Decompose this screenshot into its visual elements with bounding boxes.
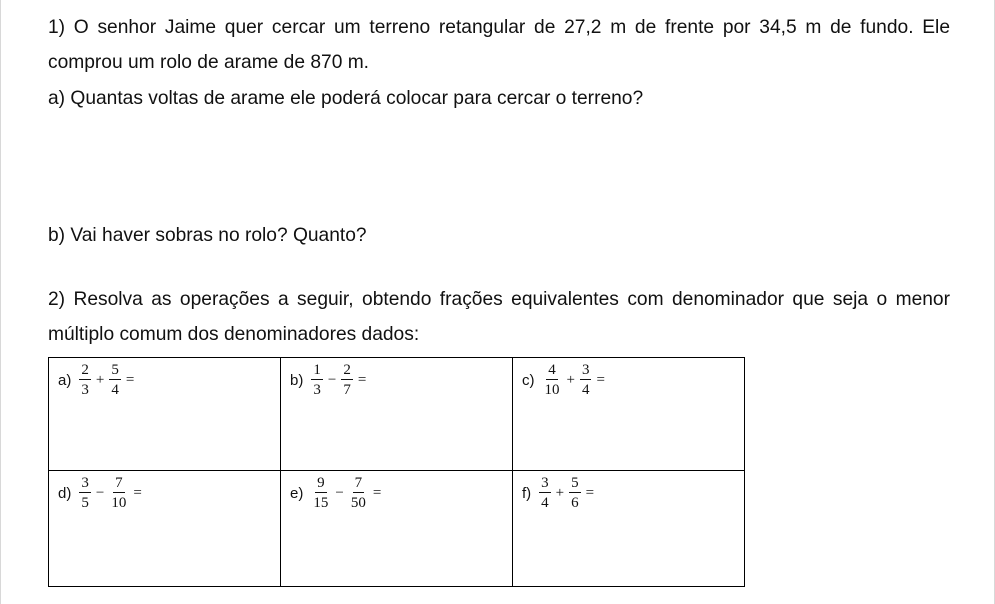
exercise-cell-a[interactable]	[48, 357, 281, 471]
numerator: 3	[541, 475, 549, 491]
exercise-cell-d[interactable]	[48, 470, 281, 587]
question-1-part-a: a) Quantas voltas de arame ele poderá colocar para cercar o terreno?	[48, 88, 644, 109]
numerator: 3	[581, 362, 590, 378]
question-1-line-1: 1) O senhor Jaime quer cercar um terreno retangular de 27,2 m de frente por 34,5 m de fundo. Ele	[48, 17, 950, 38]
equals-sign: =	[357, 371, 367, 388]
question-1-part-b: b) Vai haver sobras no rolo? Quanto?	[48, 225, 367, 246]
question-2-line-1: 2) Resolva as operações a seguir, obtendo frações equivalentes com denominador que seja o menor	[48, 289, 950, 310]
operator: −	[335, 484, 344, 501]
fraction	[543, 362, 562, 398]
fraction	[79, 362, 91, 398]
exercise-label: b)	[290, 371, 304, 389]
numerator: 9	[317, 475, 325, 491]
fraction	[539, 475, 551, 511]
denominator: 10	[544, 382, 560, 398]
numerator: 7	[115, 475, 123, 491]
exercise-label: f)	[522, 484, 532, 502]
denominator: 4	[581, 382, 590, 398]
equals-sign: =	[596, 371, 605, 388]
expression-e	[290, 474, 381, 512]
numerator: 2	[343, 362, 351, 378]
denominator: 4	[541, 495, 549, 511]
equals-sign: =	[585, 484, 595, 501]
denominator: 3	[81, 382, 89, 398]
fraction	[349, 475, 368, 511]
numerator: 1	[313, 362, 321, 378]
fraction	[580, 362, 592, 398]
exercise-cell-e[interactable]	[280, 470, 513, 587]
exercise-label: a)	[58, 371, 72, 389]
fraction	[109, 475, 128, 511]
exercise-cell-b[interactable]	[280, 357, 513, 471]
numerator: 5	[571, 475, 579, 491]
expression-f	[522, 474, 594, 512]
fraction	[109, 362, 121, 398]
exercise-label: e)	[290, 484, 304, 502]
equals-sign: =	[372, 484, 382, 501]
exercise-label: d)	[58, 484, 72, 502]
numerator: 5	[111, 362, 119, 378]
operator: −	[95, 484, 105, 501]
operator: −	[327, 371, 337, 388]
operator: +	[566, 371, 575, 388]
fraction	[311, 475, 330, 511]
denominator: 5	[81, 495, 89, 511]
denominator: 4	[111, 382, 119, 398]
numerator: 2	[81, 362, 89, 378]
fraction	[79, 475, 91, 511]
numerator: 3	[81, 475, 89, 491]
operator: +	[95, 371, 105, 388]
expression-c	[522, 361, 605, 399]
exercise-cell-c[interactable]	[512, 357, 745, 471]
expression-b	[290, 361, 366, 399]
exercise-label: c)	[522, 371, 535, 389]
denominator: 10	[111, 495, 127, 511]
equals-sign: =	[133, 484, 142, 501]
fraction	[569, 475, 581, 511]
fraction	[341, 362, 353, 398]
denominator: 3	[313, 382, 321, 398]
operator: +	[555, 484, 565, 501]
denominator: 6	[571, 495, 579, 511]
fraction	[311, 362, 323, 398]
denominator: 50	[350, 495, 366, 511]
expression-a	[58, 361, 134, 399]
denominator: 7	[343, 382, 351, 398]
equals-sign: =	[125, 371, 135, 388]
question-1-line-2: comprou um rolo de arame de 870 m.	[48, 52, 370, 73]
numerator: 7	[354, 475, 363, 491]
expression-d	[58, 474, 142, 512]
numerator: 4	[548, 362, 556, 378]
exercise-cell-f[interactable]	[512, 470, 745, 587]
denominator: 15	[313, 495, 329, 511]
question-2-line-2: múltiplo comum dos denominadores dados:	[48, 324, 420, 345]
exercise-grid	[48, 357, 745, 587]
